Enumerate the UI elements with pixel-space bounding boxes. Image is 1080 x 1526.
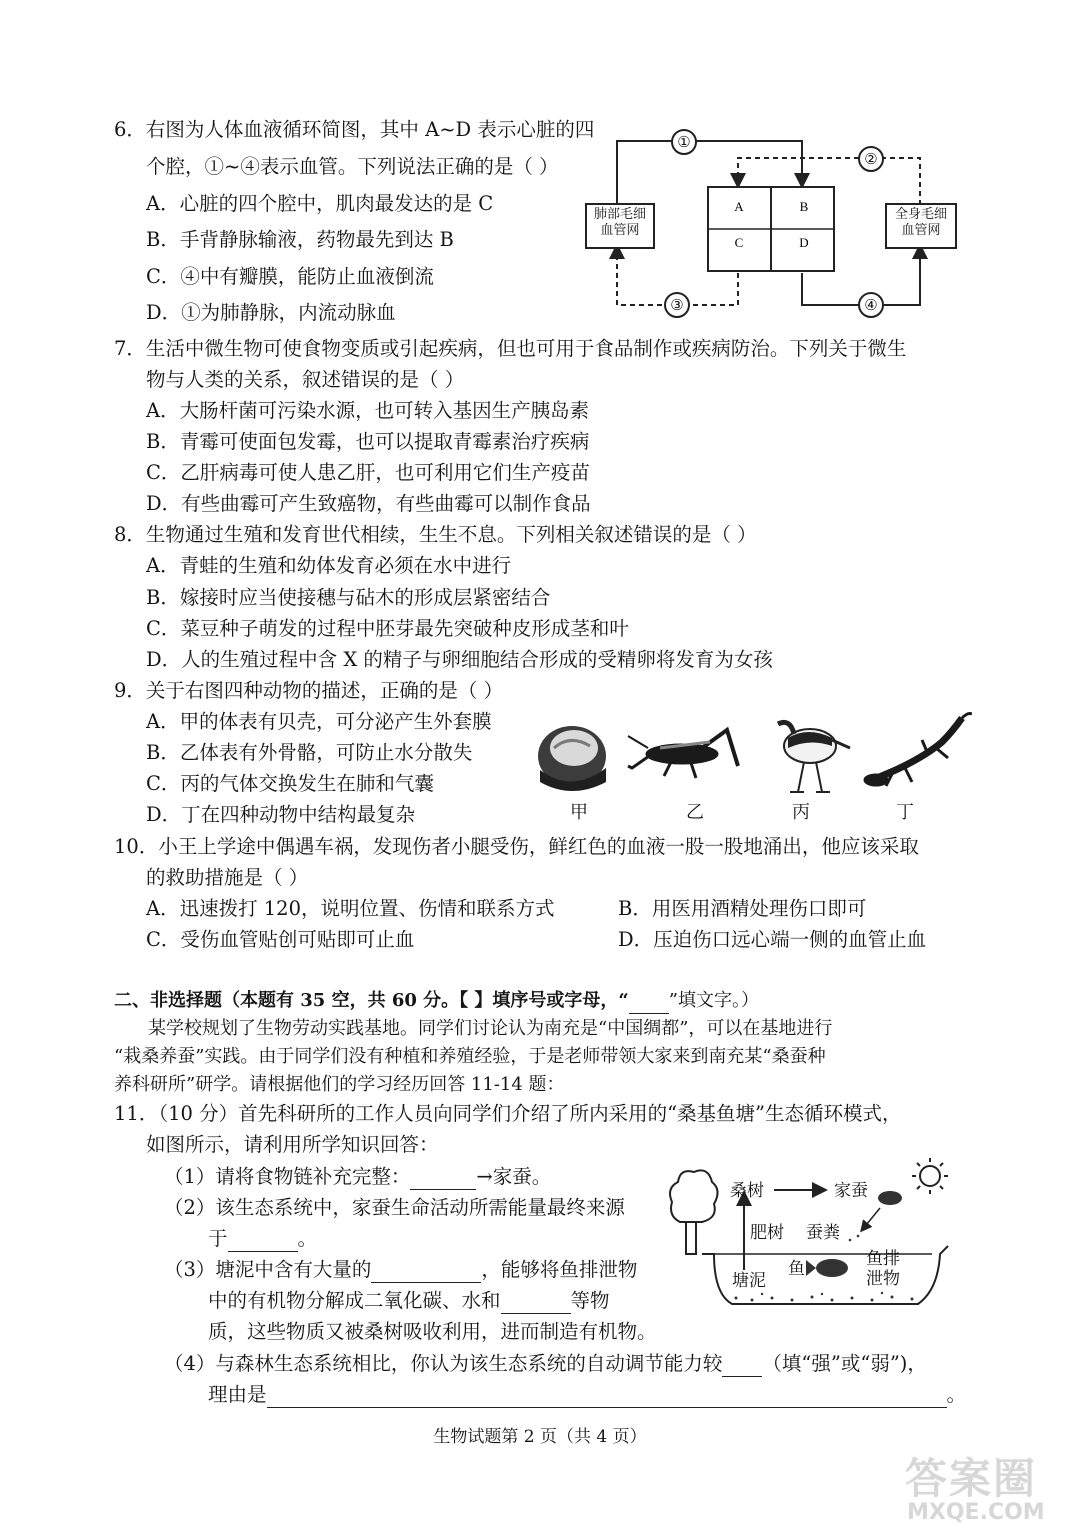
watermark-url: MXQE.COM (907, 1500, 1045, 1525)
q11-part3-blank2[interactable] (501, 1293, 571, 1314)
bird-image (778, 722, 850, 792)
q11-part2-line2 (208, 1226, 317, 1252)
body-capillary-label: 全身毛细 血管网 (894, 207, 947, 238)
q9-stem: 9．关于右图四种动物的描述，正确的是（ ） (114, 679, 504, 702)
chamber-b: B (799, 199, 809, 214)
fish-icon (806, 1259, 848, 1277)
vessel-3-marker: ③ (664, 292, 690, 318)
q11-part4-text-a: （4）与森林生态系统相比，你认为该生态系统的自动调节能力较 (164, 1352, 723, 1375)
q11-part4-line2 (208, 1382, 966, 1408)
sun-icon (912, 1158, 948, 1194)
diagram-label-silkworm-dung: 蚕粪 (806, 1223, 840, 1243)
q8-option-b: B．嫁接时应当使接穗与砧木的形成层紧密结合 (146, 586, 551, 609)
diagram-label-fertilizer: 肥树 (750, 1223, 784, 1243)
lizard-image (864, 714, 972, 787)
q11-part3-line3: 质，这些物质又被桑树吸收利用，进而制造有机物。 (208, 1320, 657, 1343)
q11-stem-line1: 11．（10 分）首先科研所的工作人员向同学们介绍了所内采用的“桑基鱼塘”生态循环模式， (114, 1102, 902, 1125)
shell-animal-image (538, 726, 606, 791)
q8-option-a: A．青蛙的生殖和幼体发育必须在水中进行 (146, 554, 512, 577)
q10-option-d: D．压迫伤口远心端一侧的血管止血 (618, 928, 927, 951)
vessel-4-marker: ④ (858, 292, 884, 318)
watermark-logo (905, 1446, 1075, 1524)
q6-option-a: A．心脏的四个腔中，肌肉最发达的是 C (146, 192, 494, 215)
section2-intro-line1: 某学校规划了生物劳动实践基地。同学们讨论认为南充是“中国绸都”，可以在基地进行 (148, 1018, 833, 1039)
q11-part1-text-b: →家蚕。 (476, 1165, 552, 1188)
q10-stem-line2: 的救助措施是（ ） (146, 866, 309, 889)
q10-option-a: A．迅速拨打 120，说明位置、伤情和联系方式 (146, 897, 555, 920)
q11-part4-blank1[interactable] (722, 1356, 762, 1377)
section2-title-part2: ”填文字。） (668, 990, 759, 1011)
q11-part1-text-a: （1）请将食物链补充完整： (164, 1165, 411, 1188)
q7-stem-line2: 物与人类的关系，叙述错误的是（ ） (146, 368, 465, 391)
grasshopper-image (628, 730, 738, 778)
q7-stem-line1: 7．生活中微生物可使食物变质或引起疾病，但也可用于食品制作或疾病防治。下列关于微生 (114, 337, 907, 360)
q11-part4-blank2[interactable] (267, 1387, 947, 1408)
animal-label-jia: 甲 (570, 802, 588, 823)
diagram-label-mulberry: 桑树 (730, 1181, 764, 1201)
q7-option-a: A．大肠杆菌可污染水源，也可转入基因生产胰岛素 (146, 399, 590, 422)
q11-part4-text-b: （填“强”或“弱”)， (762, 1352, 927, 1375)
diagram-label-fish-excreta-2: 泄物 (866, 1269, 900, 1289)
vessel-2-marker: ② (858, 146, 884, 172)
section2-title (114, 988, 759, 1014)
chamber-a: A (734, 199, 744, 214)
chamber-d: D (799, 235, 809, 250)
chamber-c: C (734, 235, 744, 250)
lung-capillary-box (585, 203, 655, 249)
q11-part3-text-d: 等物 (570, 1289, 610, 1312)
diagram-label-pond-mud: 塘泥 (732, 1271, 766, 1291)
q11-part2-text-b: 于 (208, 1227, 228, 1250)
silkworm-icon (878, 1191, 902, 1205)
q11-part1-blank[interactable] (410, 1169, 476, 1190)
body-capillary-box (885, 203, 957, 249)
q6-option-c: C．④中有瓣膜，能防止血液倒流 (146, 265, 434, 288)
diagram-label-fish-excreta-1: 鱼排 (866, 1249, 900, 1269)
q6-option-d: D．①为肺静脉，内流动脉血 (146, 301, 396, 324)
q11-part3-blank1[interactable] (371, 1262, 481, 1283)
watermark-title: 答案圈 (905, 1454, 1038, 1503)
q8-stem: 8．生物通过生殖和发育世代相续，生生不息。下列相关叙述错误的是（ ） (114, 523, 757, 546)
section2-intro-line2: “栽桑养蚕”实践。由于同学们没有种植和养殖经验，于是老师带领大家来到南充某“桑蚕种 (114, 1046, 826, 1067)
q11-part4-line1 (164, 1351, 927, 1377)
q6-stem-line1: 6．右图为人体血液循环简图，其中 A~D 表示心脏的四 (114, 118, 595, 141)
q11-part3-text-b: ，能够将鱼排泄物 (481, 1258, 638, 1281)
page-footer: 生物试题第 2 页（共 4 页） (433, 1427, 647, 1447)
animal-label-bing: 丙 (792, 802, 810, 823)
diagram-label-fish: 鱼 (788, 1259, 805, 1279)
diagram-label-silkworm: 家蚕 (834, 1181, 868, 1201)
section2-intro-line3: 养科研所”研学。请根据他们的学习经历回答 11-14 题： (114, 1074, 565, 1095)
animal-label-yi: 乙 (686, 802, 704, 823)
section2-title-blank (629, 993, 669, 1014)
q7-option-b: B．青霉可使面包发霉，也可以提取青霉素治疗疾病 (146, 430, 590, 453)
q11-part2-blank[interactable] (228, 1231, 298, 1252)
q11-part4-text-d: 。 (946, 1383, 967, 1406)
q11-part2-text-c: 。 (297, 1227, 318, 1250)
animal-label-ding: 丁 (896, 802, 914, 823)
section2-title-part1: 二、非选择题（本题有 35 空，共 60 分。【 】填序号或字母，“ (114, 990, 629, 1011)
q9-option-d: D．丁在四种动物中结构最复杂 (146, 803, 416, 826)
q7-option-d: D．有些曲霉可产生致癌物，有些曲霉可以制作食品 (146, 492, 591, 515)
q6-stem-line2: 个腔，①~④表示血管。下列说法正确的是（ ） (146, 155, 559, 178)
tree-icon (670, 1170, 718, 1222)
q11-part3-text-c: 中的有机物分解成二氧化碳、水和 (208, 1289, 501, 1312)
animal-figures (532, 708, 972, 800)
q9-option-c: C．丙的气体交换发生在肺和气囊 (146, 772, 434, 795)
q11-part3-line1 (164, 1257, 637, 1283)
q10-option-c: C．受伤血管贴创可贴即可止血 (146, 928, 415, 951)
q8-option-d: D．人的生殖过程中含 X 的精子与卵细胞结合形成的受精卵将发育为女孩 (146, 648, 773, 671)
q11-stem-line2: 如图所示，请利用所学知识回答： (146, 1133, 439, 1156)
q11-part1 (164, 1164, 551, 1190)
q10-option-b: B．用医用酒精处理伤口即可 (618, 897, 867, 920)
q9-option-b: B．乙体表有外骨骼，可防止水分散失 (146, 741, 473, 764)
q7-option-c: C．乙肝病毒可使人患乙肝，也可利用它们生产疫苗 (146, 461, 590, 484)
q8-option-c: C．菜豆种子萌发的过程中胚芽最先突破种皮形成茎和叶 (146, 617, 629, 640)
q11-part3-line2 (208, 1288, 610, 1314)
q10-stem-line1: 10．小王上学途中偶遇车祸，发现伤者小腿受伤，鲜红色的血液一股一股地涌出，他应该采取 (114, 835, 919, 858)
q9-option-a: A．甲的体表有贝壳，可分泌产生外套膜 (146, 710, 492, 733)
q11-part3-text-a: （3）塘泥中含有大量的 (164, 1258, 372, 1281)
vessel-1-marker: ① (671, 129, 697, 155)
lung-capillary-label: 肺部毛细 血管网 (593, 207, 646, 238)
q6-option-b: B．手背静脉输液，药物最先到达 B (146, 228, 454, 251)
q11-part2-line1: （2）该生态系统中，家蚕生命活动所需能量最终来源 (164, 1196, 625, 1219)
q11-part4-text-c: 理由是 (208, 1383, 267, 1406)
